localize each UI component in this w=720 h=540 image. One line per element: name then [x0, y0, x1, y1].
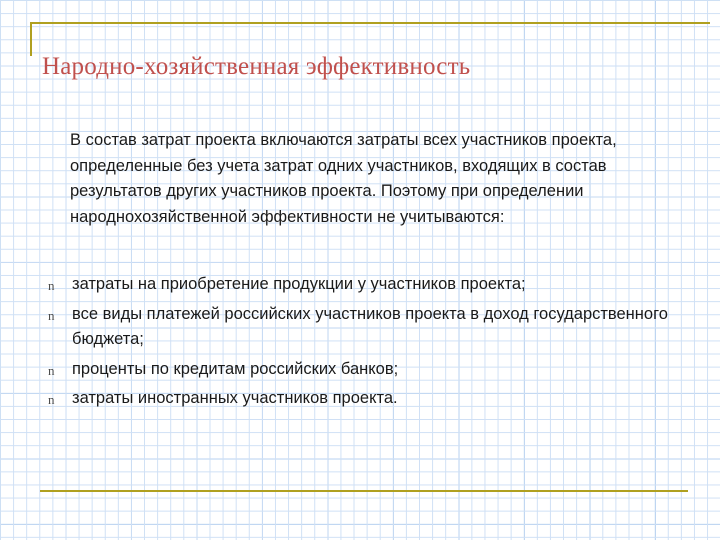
- list-item: [40, 302, 688, 353]
- list-item: [40, 386, 688, 412]
- list-item: [40, 272, 688, 298]
- intro-paragraph: В состав затрат проекта включаются затраты всех участников проекта, определенные без учета затрат одних участников, входящих в состав результатов других участников проекта. Поэтому при определении народнохозяйственной эффективности не учитываются:: [70, 131, 617, 226]
- list-item-label: все виды платежей российских участников проекта в доход государственного бюджета;: [72, 304, 668, 348]
- list-item-label: затраты иностранных участников проекта.: [72, 389, 398, 407]
- top-divider-rule: [30, 22, 710, 24]
- bullet-marker-icon: n: [48, 362, 55, 378]
- bottom-divider-rule: [40, 490, 688, 492]
- left-accent-rule: [30, 22, 32, 56]
- bullet-list: [40, 272, 688, 416]
- slide-title: Народно-хозяйственная эффективность: [42, 53, 471, 80]
- list-item: [40, 357, 688, 383]
- list-item-label: затраты на приобретение продукции у участников проекта;: [72, 275, 526, 293]
- bullet-marker-icon: n: [48, 392, 55, 407]
- bullet-marker-icon: n: [48, 307, 55, 323]
- list-item-label: проценты по кредитам российских банков;: [72, 359, 399, 378]
- bullet-marker-icon: n: [48, 278, 55, 293]
